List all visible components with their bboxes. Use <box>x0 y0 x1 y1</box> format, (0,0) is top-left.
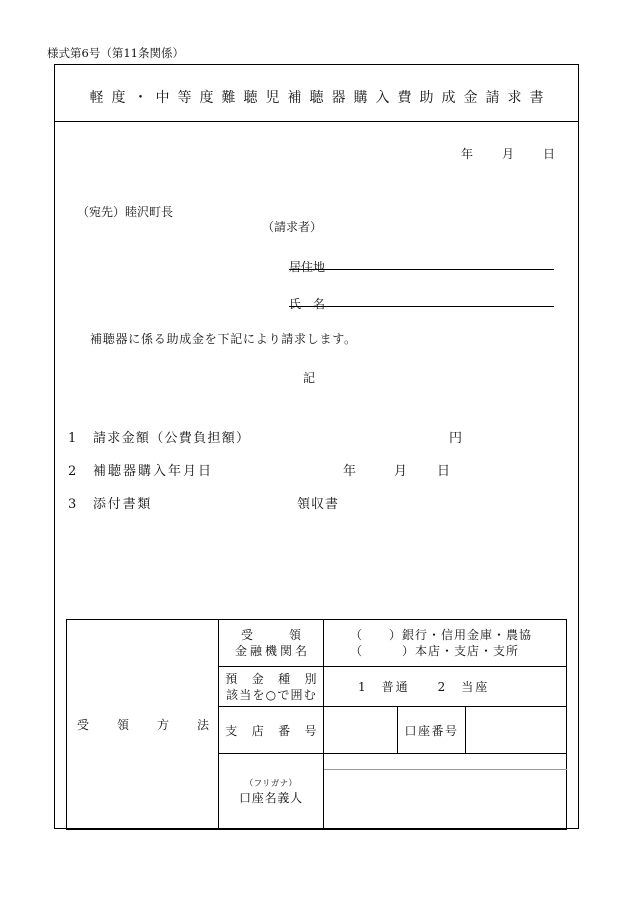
account-number-label-cell <box>398 707 466 754</box>
bank-label-line2: 金融機関名 <box>234 644 310 658</box>
furigana-label: （フリガナ） <box>244 778 298 789</box>
name-field <box>289 293 554 311</box>
receipt-method-label: 受 領 方 法 <box>77 718 218 732</box>
deposit-type-options: 1 普通 2 当座 <box>358 680 490 694</box>
address-field <box>289 256 554 274</box>
date-day-label: 日 <box>543 147 556 161</box>
branch-number-field <box>324 707 398 754</box>
purchase-year-label: 年 <box>343 464 357 479</box>
item-label-claim-amount: 請求金額（公費負担額） <box>93 431 251 446</box>
form-number: 様式第6号（第11条関係） <box>47 46 184 60</box>
item-number: 1 <box>68 431 77 446</box>
account-number-field <box>466 707 567 754</box>
deposit-type-label-cell <box>219 667 324 707</box>
receipt-method-table <box>66 619 567 830</box>
receipt-method-cell <box>67 620 219 830</box>
bank-label-line1: 受 領 <box>240 628 305 642</box>
branch-number-label-cell <box>219 707 324 754</box>
attachment-receipt: 領収書 <box>297 497 340 512</box>
addressee: （宛先）睦沢町長 <box>77 205 174 219</box>
purchase-month-label: 月 <box>394 464 408 479</box>
date-year-label: 年 <box>461 147 474 161</box>
deposit-type-label: 預 金 種 別 <box>225 671 318 686</box>
item-label-purchase-date: 補聴器購入年月日 <box>93 464 214 479</box>
date-month-label: 月 <box>502 147 515 161</box>
account-holder-name-field <box>324 770 567 830</box>
branch-number-label: 支 店 番 号 <box>225 723 318 738</box>
address-label: 居住地 <box>289 260 326 274</box>
name-label: 氏 名 <box>289 297 326 311</box>
form-title: 軽度・中等度難聴児補聴器購入費助成金請求書 <box>89 90 552 106</box>
account-holder-label: 口座名義人 <box>238 790 303 805</box>
bank-name-field <box>324 620 567 667</box>
account-number-label: 口座番号 <box>404 723 459 738</box>
bank-name-label-cell <box>219 620 324 667</box>
item-unit-yen: 円 <box>449 431 463 446</box>
title-divider <box>54 121 579 122</box>
branch-type-options: （ ）本店・支店・支所 <box>350 644 520 658</box>
item-number: 2 <box>68 464 77 479</box>
request-statement: 補聴器に係る助成金を下記により請求します。 <box>90 332 357 346</box>
claimant-heading: （請求者） <box>262 220 323 234</box>
notes-heading: 記 <box>303 371 316 385</box>
item-number: 3 <box>68 497 77 512</box>
deposit-type-instruction: 該当を○で囲む <box>226 687 317 702</box>
bank-type-options: （ ）銀行・信用金庫・農協 <box>350 628 533 642</box>
item-label-attachments: 添付書類 <box>93 497 153 512</box>
account-holder-furigana-field <box>324 754 567 770</box>
account-holder-label-cell <box>219 754 324 830</box>
deposit-type-field <box>324 667 567 707</box>
purchase-day-label: 日 <box>437 464 451 479</box>
